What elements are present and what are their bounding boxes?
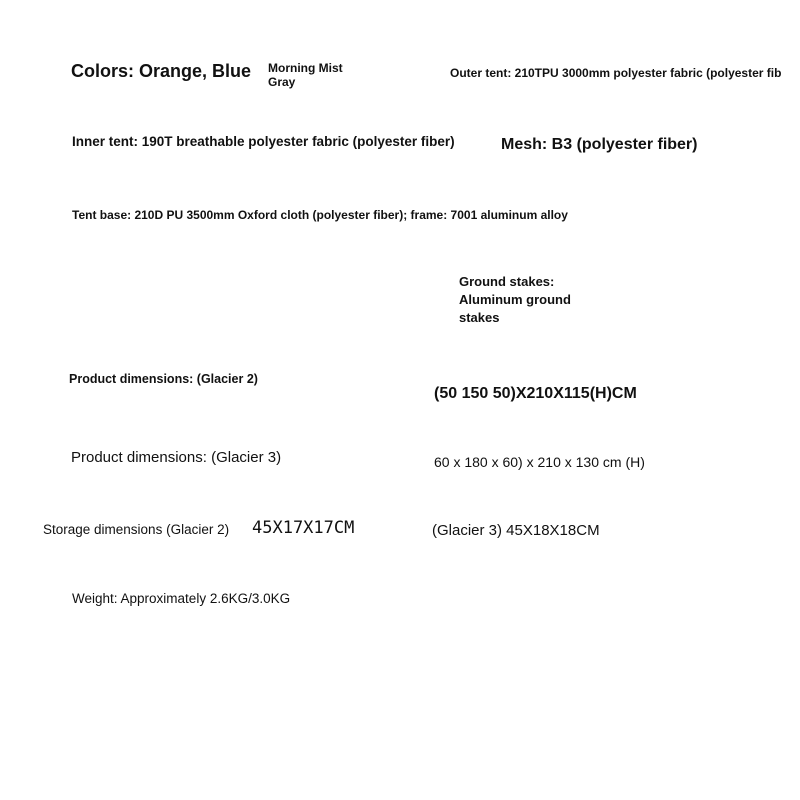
inner-tent-spec: Inner tent: 190T breathable polyester fabric (polyester fiber)	[72, 134, 455, 149]
mesh-spec: Mesh: B3 (polyester fiber)	[501, 136, 698, 153]
storage-dimensions-glacier2-value: 45X17X17CM	[252, 518, 355, 538]
product-dimensions-glacier2-label: Product dimensions: (Glacier 2)	[69, 372, 258, 386]
colors-extra-spec: Morning Mist Gray	[268, 61, 343, 89]
storage-dimensions-glacier3-spec: (Glacier 3) 45X18X18CM	[432, 522, 600, 539]
product-dimensions-glacier3-label: Product dimensions: (Glacier 3)	[71, 449, 282, 466]
colors-spec: Colors: Orange, Blue	[71, 61, 252, 81]
ground-stakes-spec: Ground stakes: Aluminum ground stakes	[459, 274, 571, 325]
product-dimensions-glacier3-value: 60 x 180 x 60) x 210 x 130 cm (H)	[434, 454, 645, 470]
storage-dimensions-glacier2-label: Storage dimensions (Glacier 2)	[43, 522, 230, 537]
outer-tent-spec: Outer tent: 210TPU 3000mm polyester fabric (polyester fib	[450, 66, 782, 80]
product-dimensions-glacier2-value: (50 150 50)X210X115(H)CM	[434, 385, 637, 402]
tent-base-spec: Tent base: 210D PU 3500mm Oxford cloth (polyester fiber); frame: 7001 aluminum alloy	[72, 208, 568, 222]
weight-spec: Weight: Approximately 2.6KG/3.0KG	[72, 591, 291, 606]
